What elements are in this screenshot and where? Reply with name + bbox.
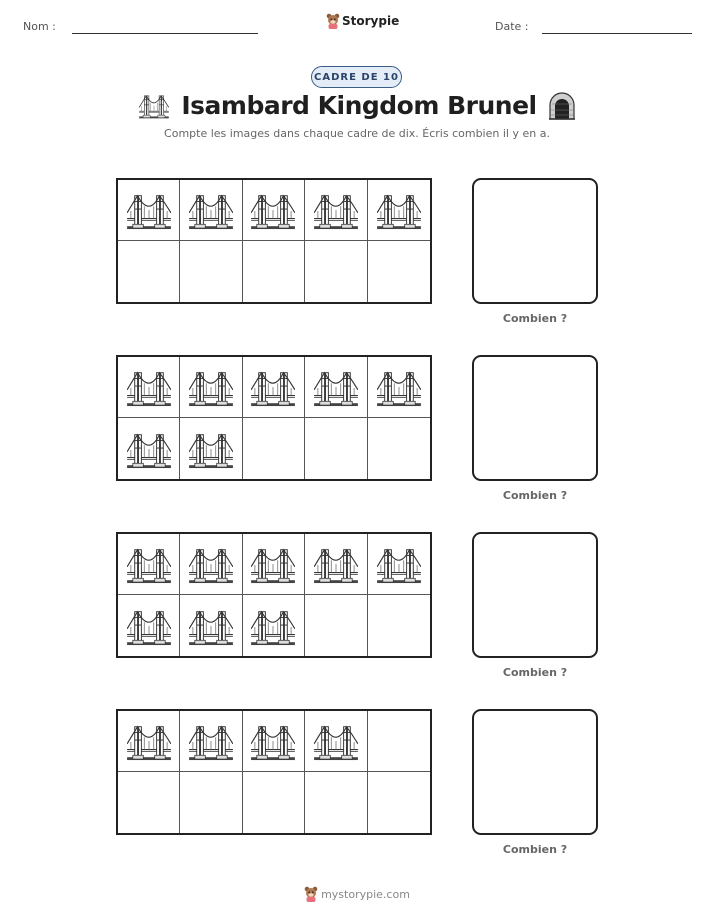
- ten-frame-cell: [368, 241, 430, 302]
- suspension-bridge-icon: [189, 606, 233, 646]
- answer-box[interactable]: [472, 355, 598, 481]
- ten-frame-cell: [243, 241, 305, 302]
- date-write-line[interactable]: [542, 33, 692, 34]
- answer-label: Combien ?: [502, 843, 568, 856]
- suspension-bridge-icon: [127, 367, 171, 407]
- ten-frame-cell: [118, 180, 180, 241]
- name-label: Nom :: [23, 20, 56, 33]
- suspension-bridge-icon: [251, 606, 295, 646]
- ten-frame-cell: [243, 534, 305, 595]
- ten-frame-cell: [243, 711, 305, 772]
- ten-frame-cell: [118, 534, 180, 595]
- suspension-bridge-icon: [251, 190, 295, 230]
- answer-box[interactable]: [472, 709, 598, 835]
- ten-frame-cell: [305, 711, 367, 772]
- answer-label: Combien ?: [502, 489, 568, 502]
- suspension-bridge-icon: [314, 190, 358, 230]
- ten-frame-cell: [180, 711, 242, 772]
- suspension-bridge-icon: [314, 721, 358, 761]
- ten-frame-cell: [118, 595, 180, 656]
- ten-frame-cell: [368, 772, 430, 833]
- suspension-bridge-icon: [314, 544, 358, 584]
- answer-label: Combien ?: [502, 666, 568, 679]
- suspension-bridge-icon: [189, 190, 233, 230]
- suspension-bridge-icon: [314, 367, 358, 407]
- suspension-bridge-icon: [189, 544, 233, 584]
- ten-frame-cell: [180, 241, 242, 302]
- ten-frame-cell: [118, 772, 180, 833]
- ten-frame-cell: [305, 418, 367, 479]
- suspension-bridge-icon: [251, 544, 295, 584]
- worksheet-type-badge: CADRE DE 10: [311, 66, 402, 88]
- page-title: Isambard Kingdom Brunel: [181, 91, 537, 120]
- ten-frame-cell: [118, 418, 180, 479]
- title-row: [0, 91, 714, 120]
- ten-frame-cell: [368, 180, 430, 241]
- date-label: Date :: [495, 20, 529, 33]
- suspension-bridge-icon: [127, 721, 171, 761]
- bear-mascot-icon: [326, 13, 340, 29]
- suspension-bridge-icon: [251, 367, 295, 407]
- suspension-bridge-icon: [377, 367, 421, 407]
- ten-frame-cell: [243, 595, 305, 656]
- ten-frame-cell: [180, 595, 242, 656]
- ten-frame-cell: [118, 241, 180, 302]
- suspension-bridge-icon: [139, 92, 169, 119]
- answer-box[interactable]: [472, 178, 598, 304]
- ten-frame-cell: [243, 772, 305, 833]
- ten-frame: [116, 178, 432, 304]
- answer-box[interactable]: [472, 532, 598, 658]
- brand-logo: [326, 13, 399, 29]
- ten-frame-cell: [180, 418, 242, 479]
- footer-url: mystorypie.com: [321, 887, 410, 901]
- ten-frame-cell: [118, 711, 180, 772]
- bear-mascot-icon: [304, 886, 318, 902]
- ten-frame-cell: [305, 534, 367, 595]
- suspension-bridge-icon: [127, 606, 171, 646]
- ten-frame-cell: [368, 534, 430, 595]
- name-write-line[interactable]: [72, 33, 258, 34]
- ten-frame-cell: [368, 595, 430, 656]
- suspension-bridge-icon: [189, 429, 233, 469]
- ten-frame-cell: [305, 241, 367, 302]
- ten-frame-cell: [118, 357, 180, 418]
- tunnel-icon: [549, 92, 575, 120]
- ten-frame: [116, 709, 432, 835]
- footer: [0, 886, 714, 902]
- ten-frame-cell: [180, 534, 242, 595]
- suspension-bridge-icon: [377, 190, 421, 230]
- answer-label: Combien ?: [502, 312, 568, 325]
- suspension-bridge-icon: [189, 367, 233, 407]
- ten-frame-cell: [180, 180, 242, 241]
- suspension-bridge-icon: [189, 721, 233, 761]
- ten-frame: [116, 532, 432, 658]
- instructions: Compte les images dans chaque cadre de dix. Écris combien il y en a.: [164, 127, 550, 140]
- ten-frame-cell: [243, 418, 305, 479]
- ten-frame-cell: [305, 772, 367, 833]
- ten-frame-cell: [243, 357, 305, 418]
- ten-frame-cell: [368, 357, 430, 418]
- suspension-bridge-icon: [127, 544, 171, 584]
- ten-frame-cell: [180, 772, 242, 833]
- ten-frame: [116, 355, 432, 481]
- ten-frame-cell: [305, 595, 367, 656]
- suspension-bridge-icon: [251, 721, 295, 761]
- ten-frame-cell: [243, 180, 305, 241]
- suspension-bridge-icon: [127, 190, 171, 230]
- ten-frame-cell: [305, 357, 367, 418]
- ten-frame-cell: [305, 180, 367, 241]
- brand-name: Storypie: [342, 14, 400, 28]
- suspension-bridge-icon: [377, 544, 421, 584]
- suspension-bridge-icon: [127, 429, 171, 469]
- ten-frame-cell: [368, 418, 430, 479]
- ten-frame-cell: [180, 357, 242, 418]
- ten-frame-cell: [368, 711, 430, 772]
